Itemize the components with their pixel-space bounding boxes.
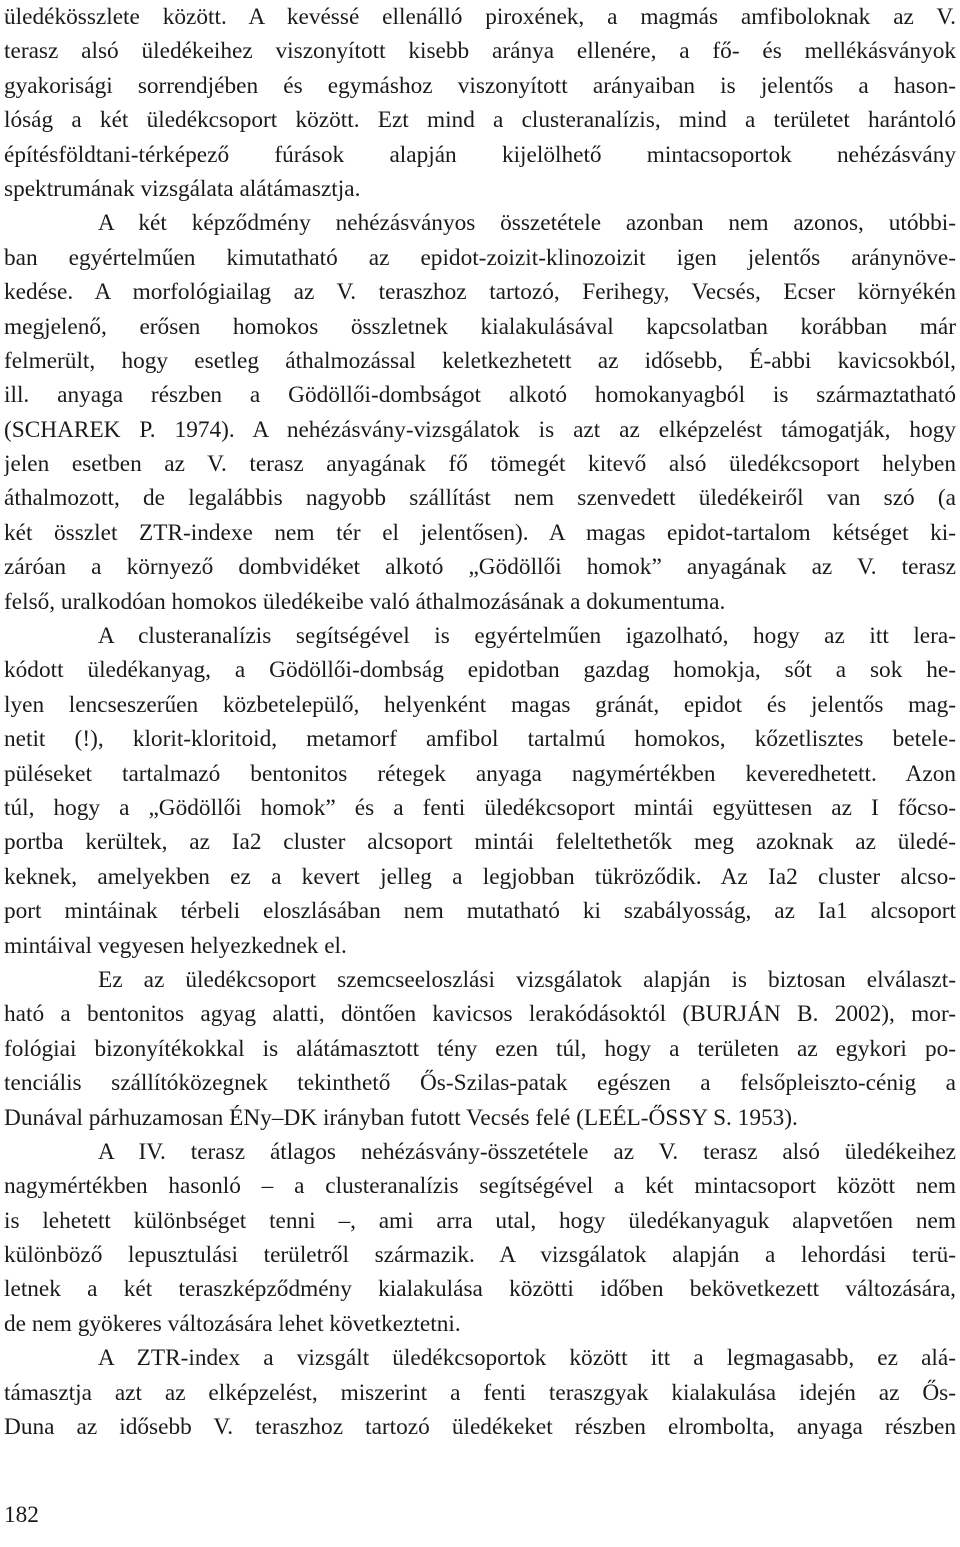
text-line: keknek, amelyekben ez a kevert jelleg a legjobban tükröződik. Az Ia2 cluster alcso- bbox=[4, 863, 956, 890]
text-line: záróan a környező dombvidéket alkotó „Gödöllői homok” anyagának az V. terasz bbox=[4, 554, 956, 581]
text-line: tenciális szállítóközegnek tekinthető Ős-Szilas-patak egészen a felsőpleiszto-cénig a bbox=[4, 1070, 956, 1097]
text-line: Duna az idősebb V. teraszhoz tartozó üledékeket részben elrombolta, anyaga részben bbox=[4, 1414, 956, 1441]
text-line: de nem gyökeres változására lehet következtetni. bbox=[4, 1310, 461, 1337]
text-line: spektrumának vizsgálata alátámasztja. bbox=[4, 175, 361, 202]
text-line: netit (!), klorit-kloritoid, metamorf amfibol tartalmú homokos, kőzetlisztes betele- bbox=[4, 726, 956, 753]
text-line: ill. anyaga részben a Gödöllői-dombságot alkotó homokanyagból is származtatható bbox=[4, 382, 956, 409]
text-line: két összlet ZTR-indexe nem tér el jelentősen). A magas epidot-tartalom kétséget ki- bbox=[4, 519, 956, 546]
text-line: A ZTR-index a vizsgált üledékcsoportok között itt a legmagasabb, ez alá- bbox=[98, 1345, 956, 1372]
text-line: felmerült, hogy esetleg áthalmozással keletkezhetett az idősebb, É-abbi kavicsokból, bbox=[4, 347, 956, 374]
text-line: építésföldtani-térképező fúrások alapján kijelölhető mintacsoportok nehézásvány bbox=[4, 141, 956, 168]
text-line: A két képződmény nehézásványos összetétele azonban nem azonos, utóbbi- bbox=[98, 210, 956, 237]
text-line: letnek a két teraszképződmény kialakulása közötti időben bekövetkezett változására, bbox=[4, 1276, 956, 1303]
text-line: lyen lencseszerűen közbetelepülő, helyenként magas gránát, epidot és jelentős mag- bbox=[4, 691, 956, 718]
text-line: kódott üledékanyag, a Gödöllői-dombság epidotban gazdag homokja, sőt a sok he- bbox=[4, 657, 956, 684]
text-line: terasz alsó üledékeihez viszonyított kisebb aránya ellenére, a fő- és mellékásványok bbox=[4, 38, 956, 65]
text-line: A clusteranalízis segítségével is egyértelműen igazolható, hogy az itt lera- bbox=[98, 623, 956, 650]
text-line: felső, uralkodóan homokos üledékeibe való áthalmozásának a dokumentuma. bbox=[4, 588, 726, 615]
text-line: port mintáinak térbeli eloszlásában nem mutatható ki szabályosság, az Ia1 alcsoport bbox=[4, 898, 956, 925]
text-line: ható a bentonitos agyag alatti, döntően kavicsos lerakódásoktól (BURJÁN B. 2002), mor- bbox=[4, 1001, 956, 1028]
document-body bbox=[4, 0, 956, 1444]
text-line: püléseket tartalmazó bentonitos rétegek anyaga nagymértékben keveredhetett. Azon bbox=[4, 760, 956, 787]
text-line: kedése. A morfológiailag az V. teraszhoz tartozó, Ferihegy, Vecsés, Ecser környékén bbox=[4, 279, 956, 306]
page-number: 182 bbox=[4, 1502, 39, 1528]
text-line: mintáival vegyesen helyezkednek el. bbox=[4, 932, 347, 959]
text-line: áthalmozott, de legalábbis nagyobb szállítást nem szenvedett üledékeiről van szó (a bbox=[4, 485, 956, 512]
text-line: megjelenő, erősen homokos összletnek kialakulásával kapcsolatban korábban már bbox=[4, 313, 956, 340]
text-line: (SCHAREK P. 1974). A nehézásvány-vizsgálatok is azt az elképzelést támogatják, hogy bbox=[4, 416, 956, 443]
text-line: támasztja azt az elképzelést, miszerint a fenti teraszgyak kialakulása idején az Ős- bbox=[4, 1379, 956, 1406]
text-line: különböző lepusztulási területről származik. A vizsgálatok alapján a lehordási terü- bbox=[4, 1242, 956, 1269]
text-line: is lehetett különbséget tenni –, ami arra utal, hogy üledékanyaguk alapvetően nem bbox=[4, 1207, 956, 1234]
text-line: lóság a két üledékcsoport között. Ezt mind a clusteranalízis, mind a területet harántoló bbox=[4, 107, 956, 134]
text-line: gyakorisági sorrendjében és egymáshoz viszonyított arányaiban is jelentős a hason- bbox=[4, 72, 956, 99]
text-line: Ez az üledékcsoport szemcseeloszlási vizsgálatok alapján is biztosan elválaszt- bbox=[98, 966, 956, 993]
text-line: üledékösszlete között. A kevéssé ellenálló piroxének, a magmás amfiboloknak az V. bbox=[4, 4, 956, 30]
text-line: fológiai bizonyítékokkal is alátámasztott tény ezen túl, hogy a területen az egykori po- bbox=[4, 1035, 956, 1062]
text-line: ban egyértelműen kimutatható az epidot-zoizit-klinozoizit igen jelentős aránynöve- bbox=[4, 244, 956, 271]
text-line: Dunával párhuzamosan ÉNy–DK irányban futott Vecsés felé (LEÉL-ŐSSY S. 1953). bbox=[4, 1104, 798, 1131]
text-line: nagymértékben hasonló – a clusteranalízis segítségével a két mintacsoport között nem bbox=[4, 1173, 956, 1200]
text-line: túl, hogy a „Gödöllői homok” és a fenti üledékcsoport mintái együttesen az I főcso- bbox=[4, 794, 956, 821]
text-line: A IV. terasz átlagos nehézásvány-összetétele az V. terasz alsó üledékeihez bbox=[98, 1138, 956, 1165]
text-line: jelen esetben az V. terasz anyagának fő tömegét kitevő alsó üledékcsoport helyben bbox=[4, 451, 956, 478]
text-line: portba kerültek, az Ia2 cluster alcsoport mintái feleltethetők meg azoknak az üledé- bbox=[4, 829, 956, 856]
